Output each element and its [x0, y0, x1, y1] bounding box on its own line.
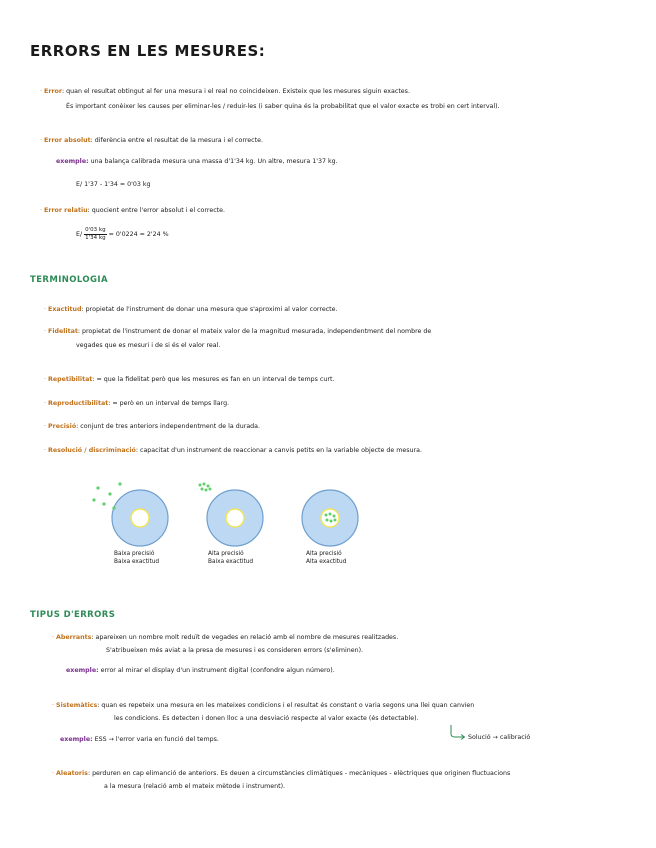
error-type-aberrants-line2: S'atribueixen més aviat a la presa de mesures i es consideren errors (s'eliminen). [106, 647, 364, 654]
sistematics-solution-note: Solució → calibració [468, 734, 531, 741]
section-terminologia: TERMINOLOGIA [30, 275, 108, 285]
target-high-precision-low-accuracy [199, 483, 264, 547]
target-low-precision-low-accuracy [92, 482, 168, 546]
term-error: Error [44, 88, 62, 95]
fraction: $\frac{0'03 kg}{1'34 kg}$ [85, 227, 106, 241]
bullseye [131, 509, 149, 527]
clustered-dots [199, 483, 212, 492]
error-definition: · Error: quan el resultat obtingut al fer una mesura i el real no coincideixen. Existeix que les mesures siguin exactes. [40, 88, 410, 95]
term-item-exactitud: · Exactitud: propietat de l'instrument de donar una mesura que s'aproximi al valor correcte. [44, 306, 338, 313]
error-type-sistematics: · Sistemàtics: quan es repeteix una mesura en les mateixes condicions i el resultat és constant o varia segons una llei quan canvien [52, 702, 475, 709]
precision-targets-diagram [90, 480, 550, 550]
term-item-fidelitat: · Fidelitat: propietat de l'instrument de donar el mateix valor de la magnitud mesurada, independentment del nombre de [44, 328, 432, 335]
term-item-resolucio: · Resolució / discriminació: capacitat d'un instrument de reaccionar a canvis petits en la variable objecte de mesura. [44, 447, 422, 454]
error-absolut-calc: E/ 1'37 - 1'34 = 0'03 kg [76, 181, 151, 188]
term-item-fidelitat-line2: vegades que es mesuri i de si és el valor real. [76, 342, 221, 349]
error-absolut-definition: · Error absolut: diferència entre el resultat de la mesura i el correcte. [40, 137, 263, 144]
page-title: ERRORS EN LES MESURES: [30, 42, 266, 60]
target-caption-3: Alta precisió Alta exactitud [306, 551, 347, 565]
error-relatiu-definition: · Error relatiu: quocient entre l'error absolut i el correcte. [40, 207, 226, 214]
aberrants-example: exemple: error al mirar el display d'un instrument digital (confondre algun número). [66, 667, 335, 674]
error-type-sistematics-line2: les condicions. Es detecten i donen lloc a una desviació respecte al valor exacte (és detectable). [114, 715, 419, 722]
target-caption-1: Baixa precisió Baixa exactitud [114, 551, 160, 565]
error-type-aleatoris: · Aleatoris: perduren en cap elimanció de anteriors. Es deuen a circumstàncies climàtiques - mecàniques - elèctriques que originen fluctuacions [52, 770, 511, 777]
error-type-aleatoris-line2: a la mesura (relació amb el mateix mètode i instrument). [104, 783, 286, 790]
target-high-precision-high-accuracy [302, 490, 358, 546]
section-tipus-errors: TIPUS D'ERRORS [30, 610, 116, 620]
sistematics-example: exemple: ESS → l'error varia en funció del temps. [60, 736, 219, 743]
error-type-aberrants: · Aberrants: apareixen un nombre molt reduït de vegades en relació amb el nombre de mesures realitzades. [52, 634, 399, 641]
term-error-relatiu: Error relatiu [44, 207, 88, 214]
bullseye [226, 509, 244, 527]
error-definition-line2: És important conèixer les causes per eliminar-les / reduir-les (i saber quina és la probabilitat que el valor exacte es trobi en cert interval). [66, 103, 500, 110]
error-relatiu-calc: E/ $\frac{0'03 kg}{1'34 kg}$ = 0'0224 = 2'24 % [76, 227, 169, 241]
bullseye [321, 509, 339, 527]
term-item-repetibilitat: · Repetibilitat: = que la fidelitat però que les mesures es fan en un interval de temps curt. [44, 376, 335, 383]
term-item-reproductibilitat: · Reproductibilitat: = però en un interval de temps llarg. [44, 400, 230, 407]
arrow-connector-icon [448, 724, 468, 740]
target-caption-2: Alta precisió Baixa exactitud [208, 551, 254, 565]
error-absolut-example: exemple: una balança calibrada mesura una massa d'1'34 kg. Un altre, mesura 1'37 kg. [56, 158, 338, 165]
term-error-absolut: Error absolut [44, 137, 91, 144]
term-item-precisio: · Precisió: conjunt de tres anteriors independentment de la durada. [44, 423, 261, 430]
